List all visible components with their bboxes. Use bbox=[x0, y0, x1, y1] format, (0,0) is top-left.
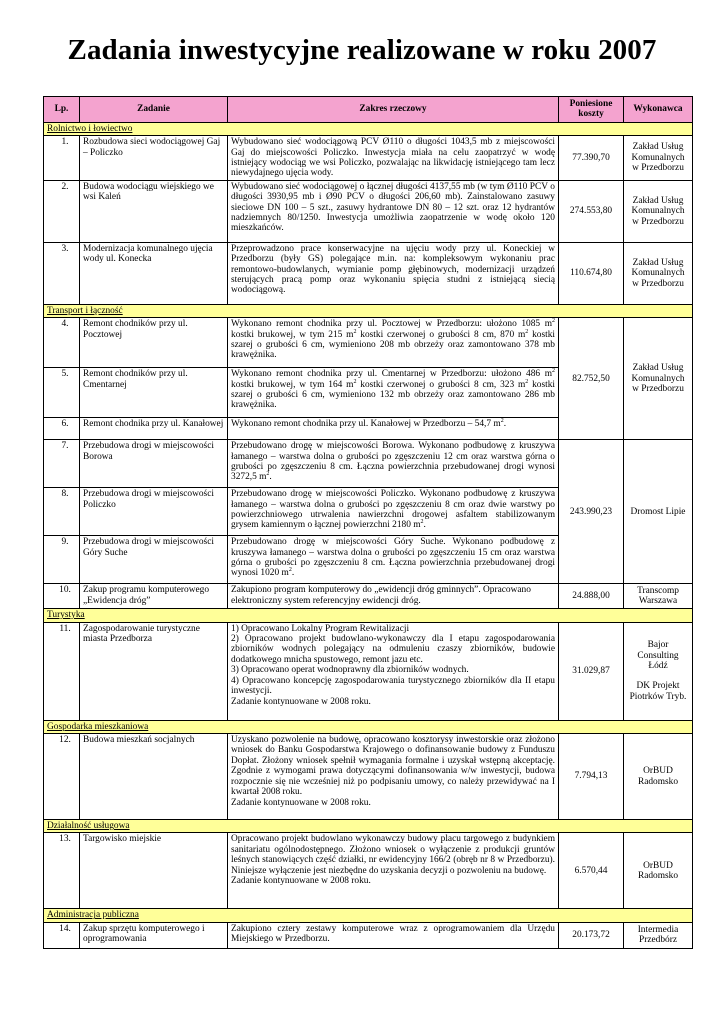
group-cost: 243.990,23 bbox=[559, 440, 624, 584]
row-cost: 6.570,44 bbox=[559, 833, 624, 909]
row-desc: Wykonano remont chodnika przy ul. Cmentarnej w Przedborzu: ułożono 486 $m^2$ kostki brukowej, w tym 164 $m^2$ kostki czerwonej o grubości 8 cm, 323 $m^2$ kostki szarej o grubości 6 cm, wymieniono 132 mb obrzeży oraz zamontowano 286 mb krawężnika. bbox=[228, 368, 559, 418]
row-desc: Wybudowano sieć wodociągowej o łącznej długości 4137,55 mb (w tym Ø110 PCV o długości 3930,95 mb i Ø90 PCV o długości 206,60 mb). Zainstalowano zasuwy sieciowe DN 100 – 5 szt., zasuwy hydrantowe DN 80 – 12 szt. oraz 12 hydrantów nadziemnych 80/1250. Inwestycja umożliwia zaopatrzenie w wodę około 120 mieszkańców. bbox=[228, 180, 559, 242]
row-exec: OrBUD Radomsko bbox=[624, 833, 693, 909]
row-lp: 11. bbox=[44, 622, 80, 720]
section-row bbox=[44, 720, 693, 733]
row-cost: 7.794,13 bbox=[559, 734, 624, 820]
exec-b: DK Projekt Piotrków Tryb. bbox=[629, 681, 687, 702]
row-task: Przebudowa drogi w miejscowości Borowa bbox=[80, 440, 228, 488]
row-desc: Przebudowano drogę w miejscowości Góry Suche. Wykonano podbudowę z kruszywa łamanego – warstwa dolna o grubości po zgęszczeniu 15 cm oraz warstwa górna o grubości po zgęszczeniu 8 cm. Łączna powierzchnia przebudowanej drogi wynosi 1020 $m^2$. bbox=[228, 536, 559, 584]
header-lp: Lp. bbox=[44, 97, 80, 123]
row-desc: Uzyskano pozwolenie na budowę, opracowano kosztorysy inwestorskie oraz złożono wniosek do Banku Gospodarstwa Krajowego o dofinansowanie budowy z Funduszu Dopłat. Złożony wniosek spełnił wymagania formalne i uzyskał wstępną akceptację. Zgodnie z wymogami prawa dotyczącymi dofinansowania w/w inwestycji, budowa rozpocznie się nie wcześniej niż po podpisaniu umowy, co należy przewidywać na I kwartał 2008 roku. Zadanie kontynuowane w 2008 roku. bbox=[228, 734, 559, 820]
row-task: Remont chodników przy ul. Pocztowej bbox=[80, 318, 228, 368]
row-task: Budowa wodociągu wiejskiego we wsi Kaleń bbox=[80, 180, 228, 242]
row-lp: 12. bbox=[44, 734, 80, 820]
page-title: Zadania inwestycyjne realizowane w roku 2007 bbox=[67, 34, 657, 66]
table-row bbox=[44, 622, 693, 720]
row-desc: Opracowano projekt budowlano wykonawczy budowy placu targowego z budynkiem sanitariatu ogólnodostępnego. Złożono wniosek o wyłączenie z produkcji gruntów leśnych stanowiących część działki, nr ewidencyjny 166/2 (obręb nr 8 w Przedborzu). Niniejsze wyłączenie jest niezbędne do uzyskania decyzji o pozwoleniu na budowę. Zadanie kontynuowane w 2008 roku. bbox=[228, 833, 559, 909]
table-row bbox=[44, 584, 693, 609]
row-cost: 20.173,72 bbox=[559, 922, 624, 948]
section-row bbox=[44, 122, 693, 135]
section-row bbox=[44, 820, 693, 833]
row-exec: Zakład Usług Komunalnych w Przedborzu bbox=[624, 242, 693, 304]
desc-line: Zadanie kontynuowane w 2008 roku. bbox=[231, 696, 371, 707]
group-exec: Dromost Lipie bbox=[624, 440, 693, 584]
row-task: Rozbudowa sieci wodociągowej Gaj – Policzko bbox=[80, 136, 228, 181]
table-row bbox=[44, 242, 693, 304]
desc-line: 2) Opracowano projekt budowlano-wykonawczy dla I etapu zagospodarowania zbiorników wodnych polegający na odmuleniu czaszy zbiorników, budowie dodatkowego mnicha spustowego, remont jazu etc. bbox=[231, 634, 555, 665]
table-row bbox=[44, 318, 693, 368]
row-task: Zagospodarowanie turystyczne miasta Przedborza bbox=[80, 622, 228, 720]
section-label: Działalność usługowa bbox=[44, 820, 693, 833]
row-desc: Zakupiono cztery zestawy komputerowe wraz z oprogramowaniem dla Urzędu Miejskiego w Przedborzu. bbox=[228, 922, 559, 948]
group-exec: Zakład Usług Komunalnych w Przedborzu bbox=[624, 318, 693, 440]
row-exec: Zakład Usług Komunalnych w Przedborzu bbox=[624, 136, 693, 181]
row-desc: Wykonano remont chodnika przy ul. Pocztowej w Przedborzu: ułożono 1085 $m^2$ kostki brukowej, w tym 215 $m^2$ kostki czerwonej o grubości 8 cm, 870 $m^2$ kostki szarej o grubości 6 cm, wymieniono 208 mb obrzeży oraz zamontowano 378 mb krawężnika. bbox=[228, 318, 559, 368]
group-cost: 82.752,50 bbox=[559, 318, 624, 440]
row-exec bbox=[624, 622, 693, 720]
row-lp: 9. bbox=[44, 536, 80, 584]
row-lp: 3. bbox=[44, 242, 80, 304]
header-koszty: Poniesione koszty bbox=[559, 97, 624, 123]
row-lp: 6. bbox=[44, 418, 80, 440]
row-cost: 274.553,80 bbox=[559, 180, 624, 242]
row-lp: 2. bbox=[44, 180, 80, 242]
row-desc: Przebudowano drogę w miejscowości Policzko. Wykonano podbudowę z kruszywa łamanego – warstwa dolna o grubości po zgęszczeniu 8 cm oraz dwie warstwy po powierzchniowego utrwalenia nawierzchni drogowej asfaltem stabilizowanym grysem kamiennym o łącznej powierzchni 2180 $m^2$. bbox=[228, 488, 559, 536]
section-label: Gospodarka mieszkaniowa bbox=[44, 720, 693, 733]
row-exec: Zakład Usług Komunalnych w Przedborzu bbox=[624, 180, 693, 242]
row-exec: Transcomp Warszawa bbox=[624, 584, 693, 609]
row-task: Remont chodników przy ul. Cmentarnej bbox=[80, 368, 228, 418]
row-lp: 10. bbox=[44, 584, 80, 609]
row-desc bbox=[228, 622, 559, 720]
row-desc: Wykonano remont chodnika przy ul. Kanałowej w Przedborzu – 54,7 $m^2$. bbox=[228, 418, 559, 440]
row-lp: 8. bbox=[44, 488, 80, 536]
row-lp: 1. bbox=[44, 136, 80, 181]
section-label: Administracja publiczna bbox=[44, 909, 693, 922]
row-desc: Wybudowano sieć wodociągową PCV Ø110 o długości 1043,5 mb z miejscowości Gaj do miejscowości Policzko. Inwestycja miała na celu zaopatrzyć w wodę istniejący wodociąg we wsi Policzko, pozwalając na likwidację istniejącego tam lecz niewydajnego ujęcia wody. bbox=[228, 136, 559, 181]
section-label: Turystyka bbox=[44, 609, 693, 622]
row-lp: 7. bbox=[44, 440, 80, 488]
exec-a: Bajor Consulting Łódź bbox=[637, 640, 679, 671]
row-exec: OrBUD Radomsko bbox=[624, 734, 693, 820]
header-wykonawca: Wykonawca bbox=[624, 97, 693, 123]
row-task: Zakup programu komputerowego „Ewidencja dróg” bbox=[80, 584, 228, 609]
row-lp: 13. bbox=[44, 833, 80, 909]
table-row bbox=[44, 180, 693, 242]
investment-table bbox=[43, 96, 693, 949]
row-cost: 110.674,80 bbox=[559, 242, 624, 304]
section-row bbox=[44, 909, 693, 922]
row-cost: 31.029,87 bbox=[559, 622, 624, 720]
header-zadanie: Zadanie bbox=[80, 97, 228, 123]
row-desc: Przeprowadzono prace konserwacyjne na ujęciu wody przy ul. Koneckiej w Przedborzu (były GS) polegające m.in. na: kompleksowym wykonaniu prac remontowo-budowlanych, wymianie pomp głębinowych, modernizacji urządzeń sterujących pracą pomp oraz wykonaniu spięcia studni z istniejącą siecią wodociągową. bbox=[228, 242, 559, 304]
table-row bbox=[44, 922, 693, 948]
section-row bbox=[44, 304, 693, 317]
row-lp: 4. bbox=[44, 318, 80, 368]
table-row bbox=[44, 734, 693, 820]
header-zakres: Zakres rzeczowy bbox=[228, 97, 559, 123]
desc-line: 4) Opracowano koncepcję zagospodarowania turystycznego zbiorników dla II etapu inwestycji. bbox=[231, 675, 555, 697]
row-desc: Przebudowano drogę w miejscowości Borowa. Wykonano podbudowę z kruszywa łamanego – warstwa dolna o grubości po zgęszczeniu 12 cm oraz warstwa górna o grubości po zgęszczeniu 8 cm. Łączna powierzchnia przebudowanej drogi wynosi 3272,5 $m^2$. bbox=[228, 440, 559, 488]
row-task: Targowisko miejskie bbox=[80, 833, 228, 909]
desc-line: 1) Opracowano Lokalny Program Rewitalizacji bbox=[231, 623, 410, 634]
header-row bbox=[44, 97, 693, 123]
row-desc: Zakupiono program komputerowy do „ewidencji dróg gminnych”. Opracowano elektroniczny system referencyjny ewidencji dróg. bbox=[228, 584, 559, 609]
row-task: Remont chodnika przy ul. Kanałowej bbox=[80, 418, 228, 440]
table-row bbox=[44, 833, 693, 909]
desc-line: 3) Opracowano operat wodnoprawny dla zbiorników wodnych. bbox=[231, 665, 469, 676]
row-exec: Intermedia Przedbórz bbox=[624, 922, 693, 948]
table-row bbox=[44, 136, 693, 181]
row-task: Przebudowa drogi w miejscowości Policzko bbox=[80, 488, 228, 536]
row-lp: 14. bbox=[44, 922, 80, 948]
section-row bbox=[44, 609, 693, 622]
row-cost: 77.390,70 bbox=[559, 136, 624, 181]
table-row bbox=[44, 440, 693, 488]
row-task: Modernizacja komunalnego ujęcia wody ul. Konecka bbox=[80, 242, 228, 304]
row-task: Przebudowa drogi w miejscowości Góry Suche bbox=[80, 536, 228, 584]
section-label: Rolnictwo i łowiectwo bbox=[44, 122, 693, 135]
row-lp: 5. bbox=[44, 368, 80, 418]
row-task: Zakup sprzętu komputerowego i oprogramowania bbox=[80, 922, 228, 948]
row-cost: 24.888,00 bbox=[559, 584, 624, 609]
row-task: Budowa mieszkań socjalnych bbox=[80, 734, 228, 820]
section-label: Transport i łączność bbox=[44, 304, 693, 317]
